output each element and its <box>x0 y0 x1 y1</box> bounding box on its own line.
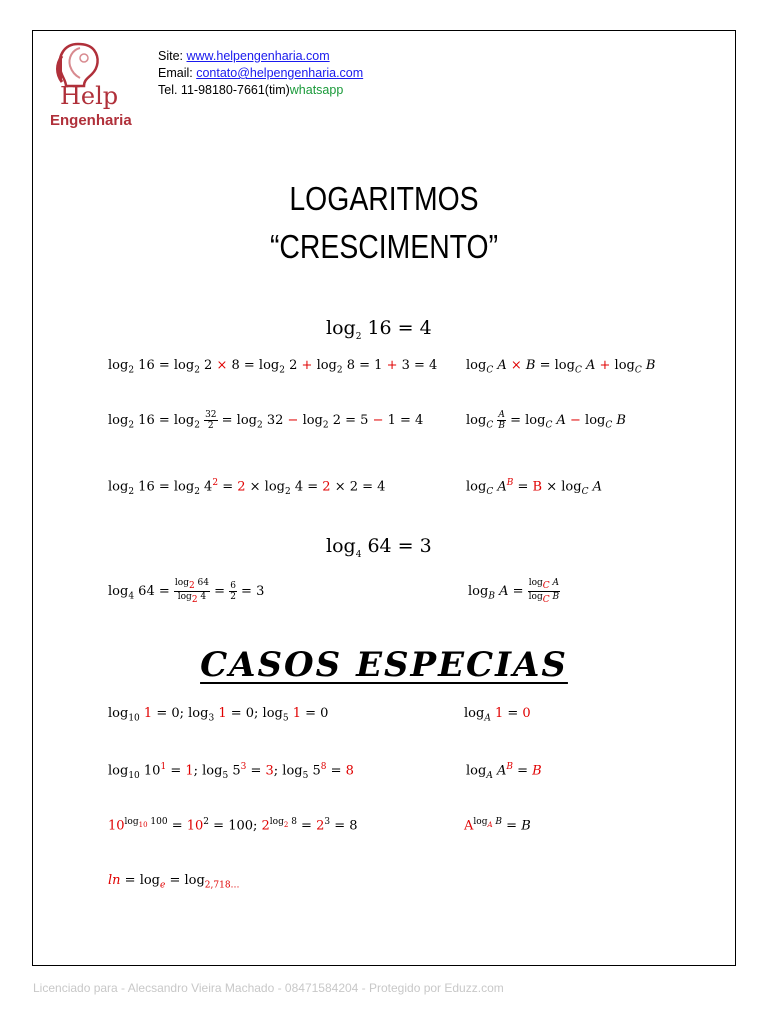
whatsapp-label: whatsapp <box>289 83 344 97</box>
phone-line: Tel. 11-98180-7661(tim)whatsapp <box>158 83 344 97</box>
formula-quotient-example: $\log_2 16 = \log_2$ $\frac{32}{2}$ = $\log_2 32 - \log_2 2 = 5 - 1 = 4$ <box>108 410 424 431</box>
formula-log-of-base-power: $\log_{10} 10^1 = 1$; $\log_5 5^3 = 3$; $\log_5 5^8 = 8$ <box>108 762 354 781</box>
page-subtitle: “CRESCIMENTO” <box>269 228 499 265</box>
formula-base-to-log-rule: $A^{log_A B} = B$ <box>464 817 531 834</box>
formula-quotient-rule: $\log_C$ $\frac{A}{B}$ = $\log_C A - \log_C B$ <box>466 410 626 431</box>
license-watermark: Licenciado para - Alecsandro Vieira Machado - 08471584204 - Protegido por Eduzz.com <box>33 981 504 995</box>
special-cases-heading: CASOS ESPECIAS <box>200 645 568 685</box>
formula-change-base-rule: $\log_B A$ = $\frac{\log_C A}{\log_C B}$ <box>468 578 560 605</box>
logo-subtitle: Engenharia <box>50 112 132 129</box>
formula-natural-log: $\ln = \log_e = \log_{2,718\dots}$ <box>108 873 240 891</box>
formula-power-rule: $\log_C A^B = B \times \log_C A$ <box>466 478 602 497</box>
formula-product-example: $\log_2 16 = \log_2 2 \times 8 = \log_2 2 + \log_2 8 = 1 + 3 = 4$ <box>108 358 438 376</box>
logo-wordmark: Help <box>60 82 119 110</box>
contact-info <box>158 48 363 99</box>
formula-product-rule: $\log_C A \times B = \log_C A + \log_C B$ <box>466 358 656 376</box>
site-link[interactable]: www.helpengenharia.com <box>186 49 330 63</box>
formula-log-of-base-power-rule: $\log_A A^B = B$ <box>466 762 542 781</box>
email-line: Email: contato@helpengenharia.com <box>158 66 364 80</box>
formula-log-of-one-rule: $\log_A 1 = 0$ <box>464 706 531 724</box>
email-link[interactable]: contato@helpengenharia.com <box>196 66 364 80</box>
formula-heading-2: $\log_4 64 = 3$ <box>326 535 432 560</box>
formula-log-of-one: $\log_{10} 1 = 0$; $\log_3 1 = 0$; $\log_5 1 = 0$ <box>108 706 329 724</box>
site-line: Site: www.helpengenharia.com <box>158 49 330 63</box>
page-title: LOGARITMOS <box>289 180 479 217</box>
formula-heading-1: $\log_2 16 = 4$ <box>326 317 432 342</box>
formula-base-to-log: $10^{log_{10} 100} = 10^2 = 100$; $2^{log_2 8} = 2^3 = 8$ <box>108 817 358 834</box>
formula-change-base-example: $\log_4 64$ = $\frac{\log_2 64}{\log_2 4}$ = $\frac{6}{2}$ = 3 <box>108 578 265 605</box>
formula-power-example: $\log_2 16 = \log_2 4^2 = 2 \times \log_2 4 = 2 \times 2 = 4$ <box>108 478 386 497</box>
